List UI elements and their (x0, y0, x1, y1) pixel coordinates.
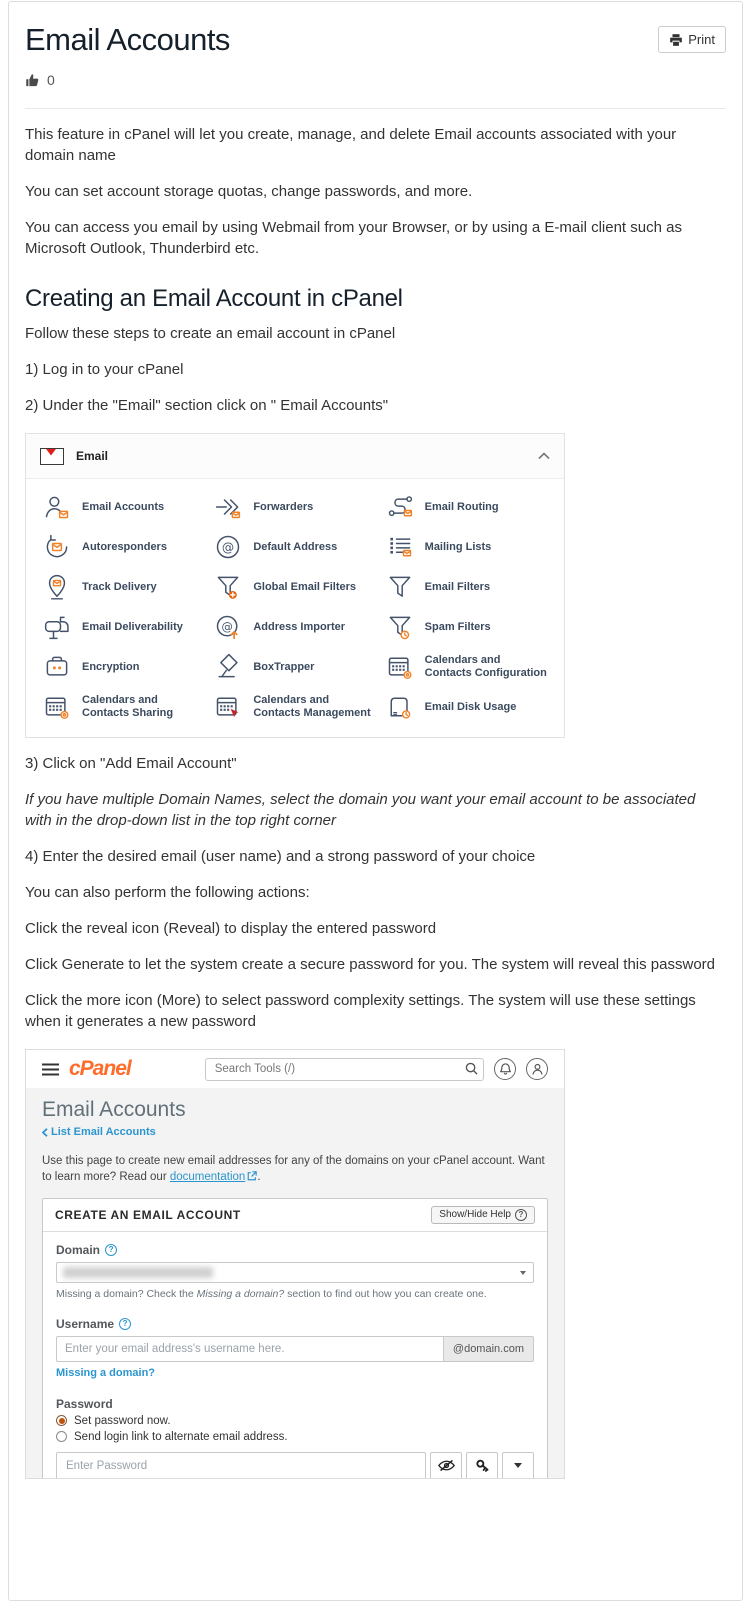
external-link-icon (247, 1171, 257, 1181)
domain-select-value-blurred (63, 1267, 213, 1278)
chevron-up-icon[interactable] (538, 452, 550, 460)
tool-email-routing[interactable]: Email Routing (381, 487, 552, 527)
eye-slash-icon (438, 1459, 455, 1472)
section-lead: Follow these steps to create an email account in cPanel (25, 325, 396, 342)
tool-forwarders[interactable]: Forwarders (209, 487, 380, 527)
tool-email-deliverability[interactable]: Email Deliverability (38, 607, 209, 647)
print-button[interactable] (658, 26, 726, 53)
tool-global-email-filters[interactable]: Global Email Filters (209, 567, 380, 607)
default-address-icon (213, 532, 243, 562)
intro-paragraph-1: This feature in cPanel will let you create, manage, and delete Email accounts associated with your domain name (25, 126, 677, 164)
address-importer-icon (213, 612, 243, 642)
email-tools-grid (26, 479, 564, 737)
multiple-domains-note: If you have multiple Domain Names, select the domain you want your email account to be associated with in the drop-down list in the top right corner (25, 791, 696, 829)
tool-email-filters[interactable]: Email Filters (381, 567, 552, 607)
tool-encryption[interactable]: Encryption (38, 647, 209, 687)
email-routing-icon (385, 492, 415, 522)
spam-filters-icon (385, 612, 415, 642)
tool-calendars-contacts-sharing[interactable]: Calendars and Contacts Sharing (38, 687, 209, 727)
print-label: Print (688, 32, 715, 47)
domain-select[interactable] (56, 1262, 534, 1283)
list-email-accounts-link[interactable]: List Email Accounts (42, 1126, 156, 1138)
password-label: Password (56, 1396, 113, 1411)
key-icon (475, 1458, 490, 1473)
email-section-title: Email (76, 449, 109, 463)
header-divider (25, 108, 726, 109)
tool-email-disk-usage[interactable]: Email Disk Usage (381, 687, 552, 727)
set-password-now-option[interactable]: Set password now. (56, 1415, 534, 1427)
username-label-row: Username ? (56, 1317, 534, 1331)
tool-mailing-lists[interactable]: Mailing Lists (381, 527, 552, 567)
documentation-link[interactable]: documentation (169, 1170, 246, 1183)
printer-icon (669, 33, 683, 47)
step-4: 4) Enter the desired email (user name) and a strong password of your choice (25, 848, 536, 865)
step-1: 1) Log in to your cPanel (25, 361, 184, 378)
mailing-lists-icon (385, 532, 415, 562)
autoresponders-icon (42, 532, 72, 562)
password-input[interactable] (56, 1452, 426, 1480)
email-accounts-icon (42, 492, 72, 522)
tool-boxtrapper[interactable]: BoxTrapper (209, 647, 380, 687)
tool-track-delivery[interactable]: Track Delivery (38, 567, 209, 607)
tool-default-address[interactable]: @ Default Address (209, 527, 380, 567)
reveal-paragraph: Click the reveal icon (Reveal) to display the entered password (25, 920, 437, 937)
intro-paragraph-3: You can access you email by using Webmail from your Browser, or by using a E-mail client such as Microsoft Outlook, Thunderbird etc. (25, 219, 682, 257)
calendars-contacts-sharing-icon (42, 692, 72, 722)
password-more-options-button[interactable] (502, 1452, 534, 1480)
search-input[interactable] (205, 1058, 484, 1081)
username-help-icon[interactable]: ? (119, 1318, 131, 1330)
cpanel-description: Use this page to create new email addresses for any of the domains on your cPanel account. Want to learn more? Read our documentation . (42, 1154, 545, 1183)
domain-label-row: Domain ? (56, 1243, 534, 1257)
search-box (205, 1058, 484, 1081)
forwarders-icon (213, 492, 243, 522)
missing-domain-link[interactable]: Missing a domain? (56, 1366, 156, 1379)
cpanel-page-title: Email Accounts (42, 1098, 186, 1121)
cpanel-email-section-screenshot (25, 433, 565, 738)
calendars-contacts-configuration-icon (385, 652, 415, 682)
more-paragraph: Click the more icon (More) to select password complexity settings. The system will use these settings when it generates a new password (25, 992, 696, 1030)
domain-addon: @domain.com (444, 1336, 534, 1362)
likes-count: 0 (47, 72, 55, 88)
tool-calendars-contacts-management[interactable]: Calendars and Contacts Management (209, 687, 380, 727)
tool-address-importer[interactable]: @ Address Importer (209, 607, 380, 647)
tool-calendars-contacts-configuration[interactable]: Calendars and Contacts Configuration (381, 647, 552, 687)
tool-autoresponders[interactable]: Autoresponders (38, 527, 209, 567)
step-2: 2) Under the "Email" section click on " Email Accounts" (25, 397, 389, 414)
section-heading: Creating an Email Account in cPanel (25, 285, 403, 312)
svg-text:@: @ (222, 540, 235, 555)
domain-help-icon[interactable]: ? (105, 1244, 117, 1256)
boxtrapper-icon (213, 652, 243, 682)
email-deliverability-icon (42, 612, 72, 642)
cpanel-topbar (26, 1050, 564, 1088)
step-3: 3) Click on "Add Email Account" (25, 755, 237, 772)
select-caret-icon (520, 1271, 526, 1275)
tool-email-accounts[interactable]: Email Accounts (38, 487, 209, 527)
set-password-now-radio[interactable] (56, 1415, 67, 1426)
send-login-link-option[interactable]: Send login link to alternate email address. (56, 1431, 534, 1443)
email-section-header[interactable] (26, 434, 564, 479)
back-chevron-icon (42, 1128, 48, 1137)
thumbs-up-icon[interactable] (25, 73, 40, 88)
tool-spam-filters[interactable]: Spam Filters (381, 607, 552, 647)
create-email-account-panel (42, 1198, 548, 1480)
username-input[interactable] (56, 1336, 444, 1362)
caret-down-icon (514, 1463, 522, 1468)
send-login-link-radio[interactable] (56, 1431, 67, 1442)
hamburger-menu-icon[interactable] (42, 1063, 59, 1076)
svg-text:@: @ (221, 619, 234, 634)
intro-paragraph-2: You can set account storage quotas, change passwords, and more. (25, 183, 473, 200)
track-delivery-icon (42, 572, 72, 602)
email-disk-usage-icon (385, 692, 415, 722)
show-hide-help-button[interactable]: Show/Hide Help ? (431, 1206, 535, 1224)
actions-paragraph: You can also perform the following actions: (25, 884, 310, 901)
global-email-filters-icon (213, 572, 243, 602)
article-card (8, 1, 743, 1601)
user-account-button[interactable] (526, 1058, 548, 1080)
search-icon[interactable] (465, 1062, 478, 1075)
page-title: Email Accounts (25, 22, 230, 57)
cpanel-create-account-screenshot (25, 1049, 565, 1479)
reveal-password-button[interactable] (430, 1452, 462, 1480)
domain-hint: Missing a domain? Check the Missing a domain? section to find out how you can create one. (56, 1287, 487, 1300)
email-envelope-icon (40, 448, 64, 465)
generate-password-button[interactable] (466, 1452, 498, 1480)
panel-title: CREATE AN EMAIL ACCOUNT (55, 1207, 241, 1222)
cpanel-logo[interactable]: cPanel (69, 1057, 131, 1080)
help-question-icon: ? (515, 1209, 527, 1221)
calendars-contacts-management-icon (213, 692, 243, 722)
encryption-icon (42, 652, 72, 682)
generate-paragraph: Click Generate to let the system create a secure password for you. The system will reveal this password (25, 956, 716, 973)
email-filters-icon (385, 572, 415, 602)
notifications-bell-button[interactable] (494, 1058, 516, 1080)
